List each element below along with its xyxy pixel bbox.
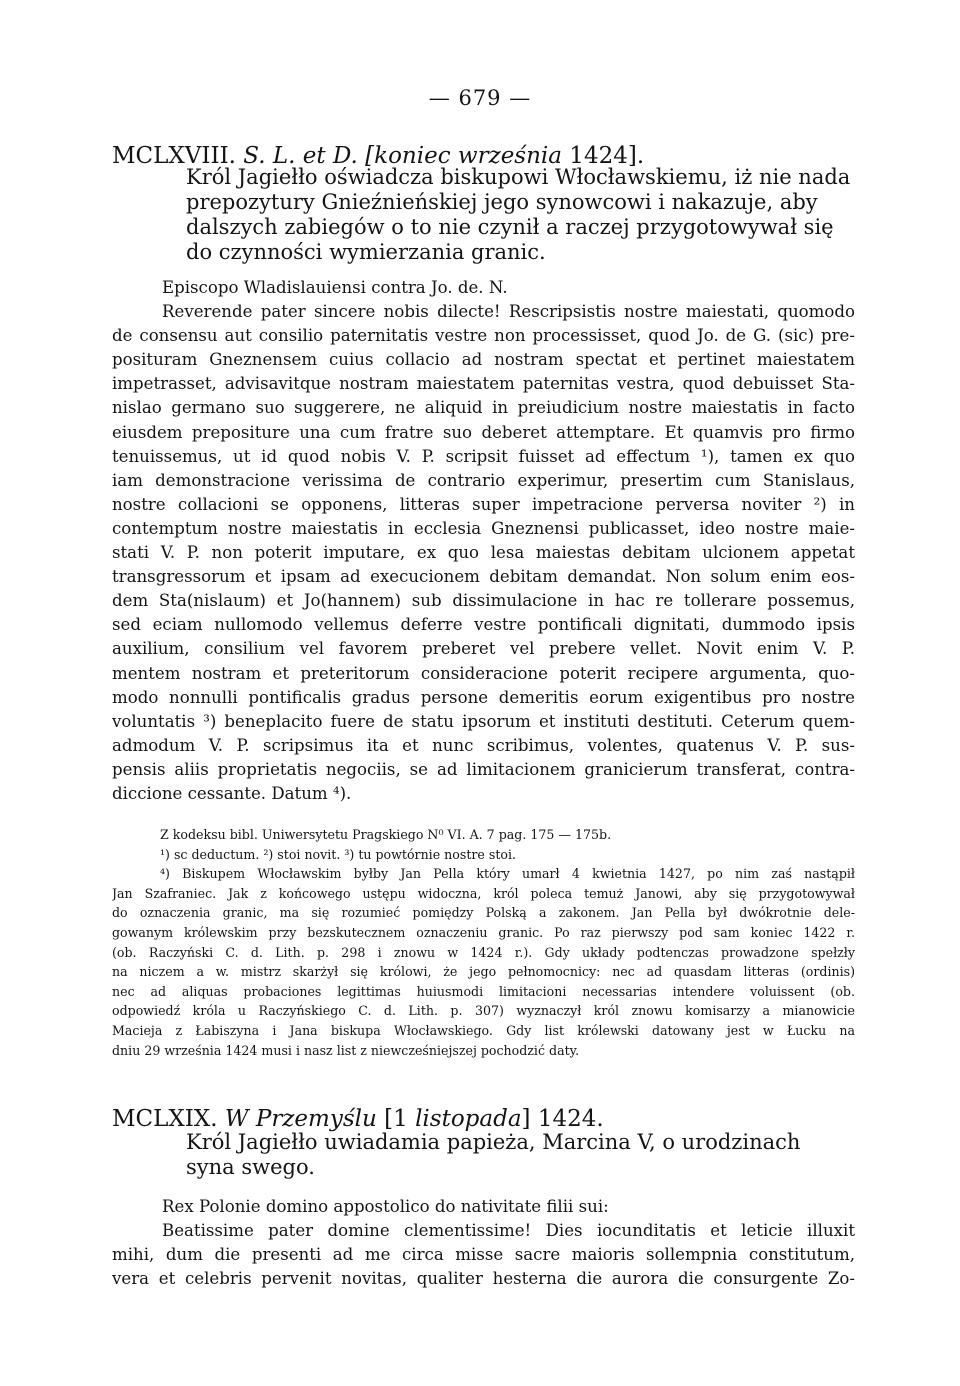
summary-line: dalszych zabiegów o to nie czynił a raczej przygotowywał się xyxy=(186,215,834,239)
summary-line: syna swego. xyxy=(186,1155,315,1179)
address-line: Episcopo Wladislauiensi contra Jo. de. N. xyxy=(162,278,508,297)
text-line: admodum V. P. scripsimus ita et nunc scribimus, volentes, quatenus V. P. sus- xyxy=(112,735,855,755)
summary-line: Król Jagiełło oświadcza biskupowi Włocławskiemu, iż nie nada xyxy=(186,165,851,189)
document-summary xyxy=(186,165,886,265)
summary-line: do czynności wymierzania granic. xyxy=(186,240,546,264)
date-close: ] 1424. xyxy=(521,1106,604,1132)
text-line: impetrasset, advisavitque nostram maiestatem paternitas vestra, quod debuisset Sta- xyxy=(112,374,855,394)
address-line: Rex Polonie domino appostolico do nativitate filii sui: xyxy=(162,1197,609,1216)
date-year: 1424]. xyxy=(562,143,645,169)
text-line: auxilium, consilium vel favorem preberet vel prebere vellet. Novit enim V. P. xyxy=(112,639,855,659)
footnote-line: Macieja z Łabiszyna i Jana biskupa Włocławskiego. Gdy list królewski datowany jest w Łucku na xyxy=(112,1022,855,1038)
text-line: nostre collacioni se opponens, litteras super impetracione perversa noviter ²) in xyxy=(112,494,855,514)
summary-line: prepozytury Gnieźnieńskiej jego synowcowi i nakazuje, aby xyxy=(186,190,818,214)
source-note: Z kodeksu bibl. Uniwersytetu Pragskiego N⁰ VI. A. 7 pag. 175 — 175b. xyxy=(160,827,612,842)
text-line: nislao germano suo suggerere, ne aliquid in preiudicium nostre maiestatis in facto xyxy=(112,398,855,418)
text-line: transgressorum et ipsam ad execucionem debitam demandat. Non solum enim eos- xyxy=(112,567,855,587)
footnote: ⁴) Biskupem Włocławskim byłby Jan Pella który umarł 4 kwietnia 1427, po nim zaś nastąpił xyxy=(160,866,855,882)
document-number: MCLXIX. xyxy=(112,1106,218,1132)
footnote-line: (ob. Raczyński C. d. Lith. p. 298 i znowu w 1424 r.). Gdy układy podtenczas prowadzone spełzły xyxy=(112,944,855,960)
footnote-line: na niczem a w. mistrz skarżył się królowi, że jego pełnomocnicy: nec ad quasdam litteras (ordinis) xyxy=(112,964,855,980)
document-text xyxy=(112,276,855,806)
text-line: contemptum nostre maiestatis in ecclesia Gneznensi publicasset, ideo nostre maie- xyxy=(112,518,855,538)
place-italic: W Przemyślu xyxy=(224,1106,377,1132)
text-line: posituram Gneznensem cuius collacio ad nostram spectat et pertinet maiestatem xyxy=(112,350,855,370)
text-line: tenuissemus, ut id quod nobis V. P. scripsit fuisset ad effectum ¹), tamen ex quo xyxy=(112,446,855,466)
footnote: ¹) sc deductum. ²) stoi novit. ³) tu powtórnie nostre stoi. xyxy=(160,846,517,862)
date-open: [1 xyxy=(376,1106,416,1132)
text-line: stati V. P. non poterit imputare, ex quo lesa maiestas debitam ulcionem appetat xyxy=(112,543,855,563)
text-line: sed eciam nullomodo vellemus deferre vestre pontificali dignitati, dummodo ipsis xyxy=(112,615,855,635)
footnote-line: gowanym królewskim przy bezskutecznem oznaczeniu granic. Po raz pierwszy pod sam koniec 1422 r. xyxy=(112,924,855,940)
footnote-line: do oznaczenia granic, ma się rozumieć pomiędzy Polską a zakonem. Jan Pella był dwókrotnie dele- xyxy=(112,905,855,921)
text-line: Reverende pater sincere nobis dilecte! Rescripsistis nostre maiestati, quomodo xyxy=(162,302,855,322)
place-date: S. L. et D. [ xyxy=(243,143,375,169)
footnote-line: dniu 29 września 1424 musi i nasz list z niewcześniejszej pochodzić daty. xyxy=(112,1042,580,1058)
document-number: MCLXVIII. xyxy=(112,143,236,169)
footnotes xyxy=(112,825,855,1060)
text-line: eiusdem prepositure una cum fratre suo deberet attemptare. Et quamvis pro firmo xyxy=(112,422,855,442)
document-heading xyxy=(112,1106,872,1133)
text-line: diccione cessante. Datum ⁴). xyxy=(112,783,352,803)
date-italic: koniec września xyxy=(374,143,562,169)
text-line: dem Sta(nislaum) et Jo(hannem) sub dissimulacione in hac re tollerare possemus, xyxy=(112,591,855,611)
footnote-line: odpowiedź króla u Raczyńskiego C. d. Lith. p. 307) wyznaczył król znowu komisarzy a mianowicie xyxy=(112,1003,855,1019)
text-line: vera et celebris pervenit novitas, qualiter hesterna die aurora die consurgente Zo- xyxy=(112,1269,855,1289)
text-line: mentem nostram et preteritorum consideracione poterit recipere argumenta, quo- xyxy=(112,663,855,683)
text-line: modo nonnulli pontificalis gradus persone demeritis eorum exigentibus pro nostre xyxy=(112,687,855,707)
text-line: pensis aliis proprietatis negociis, se ad limitacionem granicierum transferat, contra- xyxy=(112,759,855,779)
footnote-line: Jan Szafraniec. Jak z końcowego ustępu widoczna, król poleca temuż Janowi, aby się przygotowywał xyxy=(112,885,855,901)
date-italic: listopada xyxy=(415,1106,522,1132)
footnote-line: nec ad aliquas probaciones legittimas huiusmodi limitacioni necessarias intendere voluissent (ob. xyxy=(112,983,855,999)
text-line: mihi, dum die presenti ad me circa misse sacre maioris sollempnia constitutum, xyxy=(112,1245,855,1265)
page-number: — 679 — xyxy=(428,86,532,110)
document-summary xyxy=(186,1130,886,1180)
text-line: Beatissime pater domine clementissime! Dies iocunditatis et leticie illuxit xyxy=(162,1221,855,1241)
document-text xyxy=(112,1195,855,1291)
text-line: voluntatis ³) beneplacito fuere de statu ipsorum et instituti destituti. Ceterum quem- xyxy=(112,711,855,731)
text-line: iam demonstracione verissima de contrario experimur, presertim cum Stanislaus, xyxy=(112,470,855,490)
text-line: de consensu aut consilio paternitatis vestre non processisset, quod Jo. de G. (sic) pre- xyxy=(112,326,855,346)
summary-line: Król Jagiełło uwiadamia papieża, Marcina V, o urodzinach xyxy=(186,1130,801,1154)
